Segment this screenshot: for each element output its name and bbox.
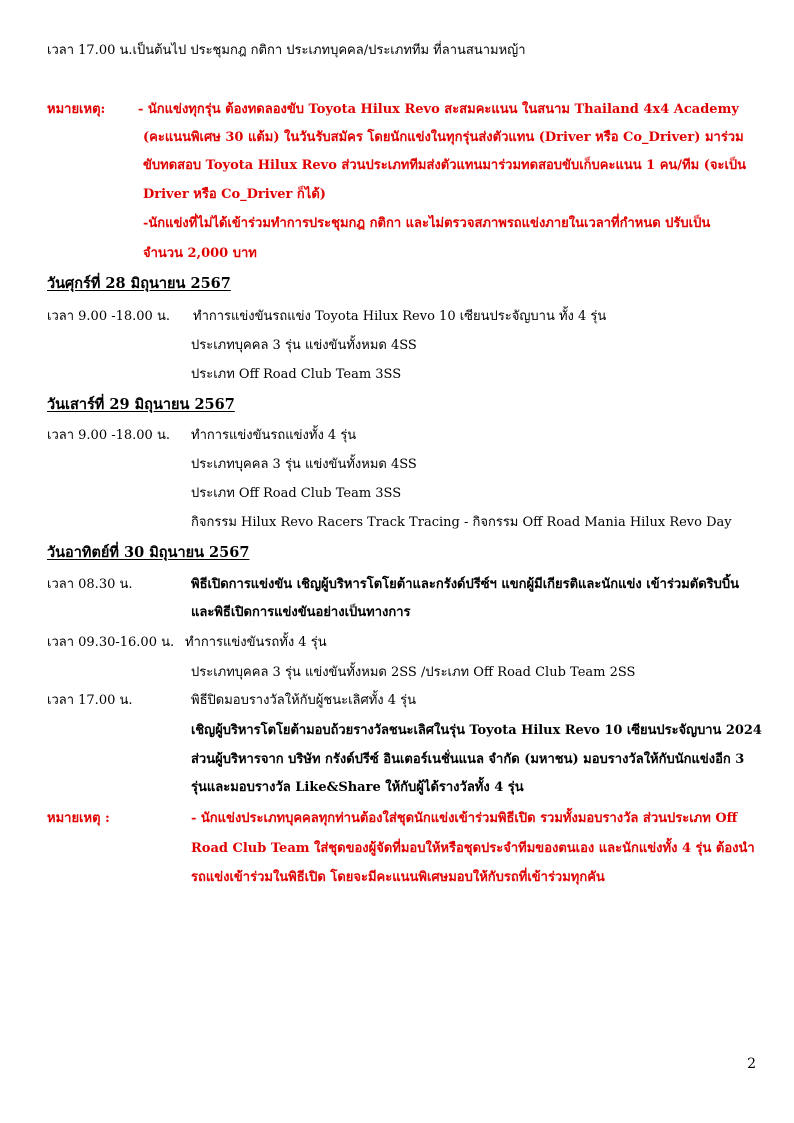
note2-label: หมายเหตุ : bbox=[47, 811, 110, 826]
day2-line: กิจกรรม Hilux Revo Racers Track Tracing - กิจกรรม Off Road Mania Hilux Revo Day bbox=[191, 515, 732, 530]
day3-heading: วันอาทิตย์ที่ 30 มิถุนายน 2567 bbox=[47, 544, 250, 561]
day2-heading: วันเสาร์ที่ 29 มิถุนายน 2567 bbox=[47, 396, 235, 413]
note1-line: (คะแนนพิเศษ 30 แต้ม) ในวันรับสมัคร โดยนักแข่งในทุกรุ่นส่งตัวแทน (Driver หรือ Co_Driver) มาร่วม bbox=[143, 130, 744, 145]
day3-line: พิธีเปิดการแข่งขัน เชิญผู้บริหารโตโยต้าและกรังด์ปรีซ์ฯ แขกผู้มีเกียรติและนักแข่ง เข้าร่วมตัดริบบิ้น bbox=[191, 577, 740, 592]
note2-line: รถแข่งเข้าร่วมในพิธีเปิด โดยจะมีคะแนนพิเศษมอบให้กับรถที่เข้าร่วมทุกคัน bbox=[191, 870, 605, 885]
note1-line: ขับทดสอบ Toyota Hilux Revo ส่วนประเภททีมส่งตัวแทนมาร่วมทดสอบขับเก็บคะแนน 1 คน/ทีม (จะเป็น bbox=[143, 158, 747, 173]
day3-line: เชิญผู้บริหารโตโยต้ามอบถ้วยรางวัลชนะเลิศในรุ่น Toyota Hilux Revo 10 เซียนประจัญบาน 2024 bbox=[191, 723, 762, 738]
day1-heading: วันศุกร์ที่ 28 มิถุนายน 2567 bbox=[47, 275, 231, 292]
day2-line: ทำการแข่งขันรถแข่งทั้ง 4 รุ่น bbox=[191, 428, 357, 443]
page-number: 2 bbox=[747, 1056, 756, 1072]
day3-line: ทำการแข่งขันรถทั้ง 4 รุ่น bbox=[185, 635, 327, 650]
day1-time: เวลา 9.00 -18.00 น. bbox=[47, 309, 170, 324]
day3-line: รุ่นและมอบรางวัล Like&Share ให้กับผู้ได้รางวัลทั้ง 4 รุ่น bbox=[191, 780, 524, 795]
note1-line: Driver หรือ Co_Driver ก็ได้) bbox=[143, 187, 326, 202]
day3-line: ส่วนผู้บริหารจาก บริษัท กรังด์ปรีซ์ อินเตอร์เนชั่นแนล จำกัด (มหาชน) มอบรางวัลให้กับนักแข่งอีก 3 bbox=[191, 752, 745, 767]
day2-time: เวลา 9.00 -18.00 น. bbox=[47, 428, 170, 443]
day1-line: ประเภท Off Road Club Team 3SS bbox=[191, 367, 402, 382]
day3-time-1: เวลา 08.30 น. bbox=[47, 577, 133, 592]
note1-label: หมายเหตุ: bbox=[47, 102, 106, 117]
day2-line: ประเภท Off Road Club Team 3SS bbox=[191, 486, 402, 501]
day2-line: ประเภทบุคคล 3 รุ่น แข่งขันทั้งหมด 4SS bbox=[191, 457, 417, 472]
day3-line: และพิธีเปิดการแข่งขันอย่างเป็นทางการ bbox=[191, 605, 411, 620]
note2-line: - นักแข่งประเภทบุคคลทุกท่านต้องใส่ชุดนักแข่งเข้าร่วมพิธีเปิด รวมทั้งมอบรางวัล ส่วนประเภท Off bbox=[191, 811, 738, 826]
day3-time-3: เวลา 17.00 น. bbox=[47, 693, 133, 708]
day3-time-2: เวลา 09.30-16.00 น. bbox=[47, 635, 175, 650]
day3-line: ประเภทบุคคล 3 รุ่น แข่งขันทั้งหมด 2SS /ประเภท Off Road Club Team 2SS bbox=[191, 665, 636, 680]
note1-line: - นักแข่งทุกรุ่น ต้องทดลองขับ Toyota Hilux Revo สะสมคะแนน ในสนาม Thailand 4x4 Academy bbox=[138, 102, 739, 117]
day3-line: พิธีปิดมอบรางวัลให้กับผู้ชนะเลิศทั้ง 4 รุ่น bbox=[191, 693, 417, 708]
day1-line: ทำการแข่งขันรถแข่ง Toyota Hilux Revo 10 เซียนประจัญบาน ทั้ง 4 รุ่น bbox=[193, 309, 607, 324]
note2-line: Road Club Team ใส่ชุดของผู้จัดที่มอบให้หรือชุดประจำทีมของตนเอง และนักแข่งทั้ง 4 รุ่น ต้องนำ bbox=[191, 841, 755, 856]
intro-line: เวลา 17.00 น.เป็นต้นไป ประชุมกฎ กติกา ประเภทบุคคล/ประเภททีม ที่ลานสนามหญ้า bbox=[47, 43, 526, 58]
note1-line: -นักแข่งที่ไม่ได้เข้าร่วมทำการประชุมกฎ กติกา และไม่ตรวจสภาพรถแข่งภายในเวลาที่กำหนด ปรับเป็น bbox=[143, 216, 711, 231]
day1-line: ประเภทบุคคล 3 รุ่น แข่งขันทั้งหมด 4SS bbox=[191, 338, 417, 353]
note1-line: จำนวน 2,000 บาท bbox=[143, 246, 257, 261]
